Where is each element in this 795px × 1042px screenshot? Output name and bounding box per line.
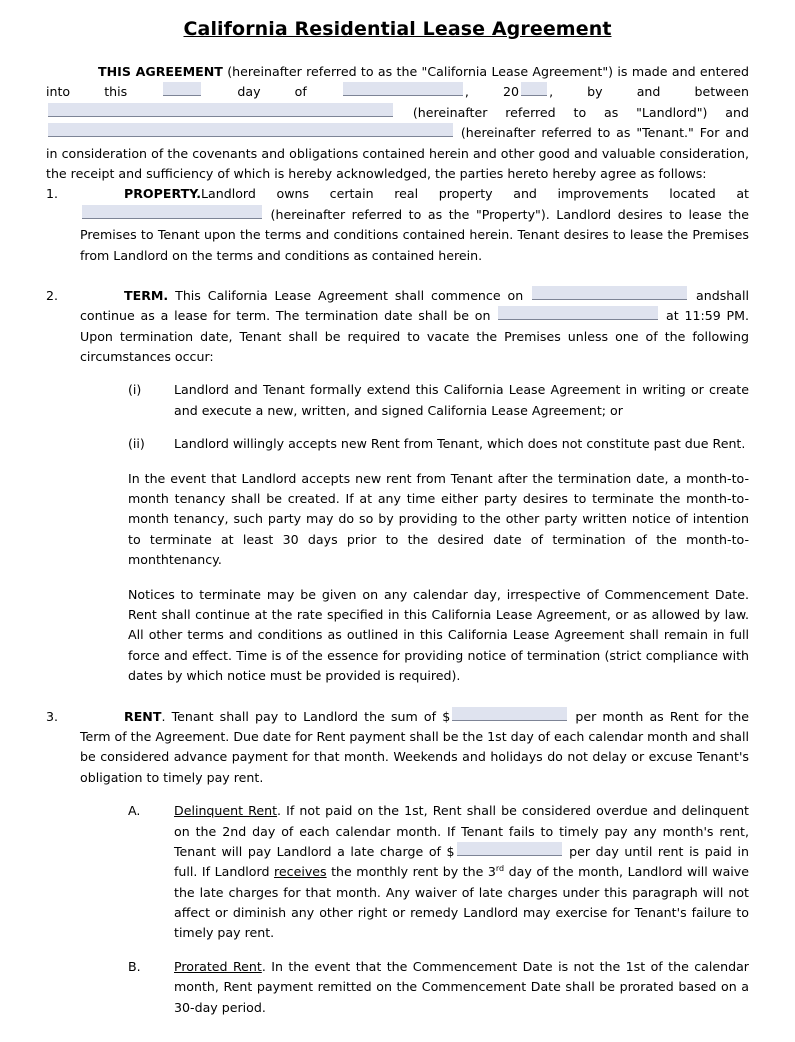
section-rent [46,707,749,1018]
blank-tenant[interactable] [48,123,453,137]
rent-subsection-a-title: Delinquent Rent [174,803,278,819]
section-property [46,184,749,266]
rent-subsection-a-text [174,801,749,944]
property-text-1: Landlord owns certain real property and improvements located at [201,186,749,202]
blank-property-address[interactable] [82,205,262,219]
section-heading-rent: RENT [124,708,162,724]
intro-text-4: , by and between [549,84,749,100]
section-heading-property: PROPERTY. [124,186,202,202]
delinquent-receives: receives [274,864,327,880]
rent-subsection-prorated [80,957,749,1018]
intro-lead: THIS AGREEMENT [98,64,223,79]
blank-termination-date[interactable] [498,306,658,320]
delinquent-text-5: day of the month, Landlord will waive the late charges for that month. Any waiver of late charges under this paragraph will not affect or diminish any other right or remedy Landlord may exercise for Tenant's failure to timely pay rent. [174,864,749,941]
term-clause-ii-marker: (ii) [128,436,145,452]
intro-text-3: , 20 [464,84,520,100]
term-clause-i-marker: (i) [128,382,142,398]
intro-text-6: (hereinafter referred to as "Tenant." For and in consideration of the covenants and obligations contained herein and other good and valuable consideration, the receipt and sufficiency of which is hereby acknowledged, the parties hereto hereby agree as follows: [46,125,749,181]
blank-month[interactable] [343,82,463,96]
delinquent-ordinal: rd [495,864,505,874]
term-text-1: This California Lease Agreement shall commence on [168,287,531,303]
term-text-2: andshall continue as a lease for term. The termination date shall be on [80,287,749,324]
term-paragraph-1: In the event that Landlord accepts new rent from Tenant after the termination date, a month-to-month tenancy shall be created. If at any time either party desires to terminate the month-to-month tenancy, such party may do so by providing to the other party written notice of intention to terminate at least 30 days prior to the desired date of termination of the month-to-monthtenancy. [128,470,749,568]
intro-paragraph [46,62,749,184]
intro-text-5: (hereinafter referred to as "Landlord") and [395,104,749,120]
term-clause-i [80,380,749,421]
prorated-text-1: . In the event that the Commencement Date is not the 1st of the calendar month, Rent payment remitted on the Commencement Date shall be prorated based on a 30-day period. [174,958,749,1015]
rent-subsection-delinquent [80,801,749,944]
rent-subsection-b-text [174,957,749,1018]
blank-commencement-date[interactable] [532,286,687,300]
page-title: California Residential Lease Agreement [183,18,612,40]
blank-landlord[interactable] [48,103,393,117]
rent-text-1: . Tenant shall pay to Landlord the sum of $ [161,708,451,724]
property-text-2: (hereinafter referred to as the "Property"). Landlord desires to lease the Premises to Tenant upon the terms and conditions contained herein. Tenant desires to lease the Premises from Landlord on the terms and conditions as contained herein. [80,206,749,263]
term-clause-ii [80,434,749,454]
term-paragraph-2: Notices to terminate may be given on any calendar day, irrespective of Commencement Date. Rent shall continue at the rate specified in this California Lease Agreement, or as allowed by law. All other terms and conditions as outlined in this California Lease Agreement shall remain in full force and effect. Time is of the essence for providing notice of termination (strict compliance with dates by which notice must be provided is required). [128,586,749,684]
term-clause-ii-text: Landlord willingly accepts new Rent from Tenant, which does not constitute past due Rent. [174,436,746,452]
section-number-2: 2. [46,287,59,303]
rent-subsection-b-letter: B. [128,958,141,974]
section-heading-term: TERM. [124,287,169,303]
blank-day[interactable] [163,82,201,96]
blank-late-charge[interactable] [457,842,562,856]
intro-text-2: day of [203,84,341,100]
document-body [0,62,795,1018]
term-clause-i-text: Landlord and Tenant formally extend this California Lease Agreement in writing or create and execute a new, written, and signed California Lease Agreement; or [174,382,749,418]
document-page [0,18,795,1042]
delinquent-text-2: per day until rent is paid in full. If Landlord [174,843,749,880]
delinquent-text-1: . If not paid on the 1st, Rent shall be considered overdue and delinquent on the 2nd day of each calendar month. If Tenant fails to timely pay any month's rent, Tenant will pay Landlord a late charge of $ [174,803,749,859]
rent-subsection-a-letter: A. [128,803,141,819]
term-text-3: at 11:59 PM. Upon termination date, Tenant shall be required to vacate the Premises unless one of the following circumstances occur: [80,308,749,365]
rent-subsection-b-title: Prorated Rent [174,958,262,974]
section-term-text [80,286,749,368]
section-number-1: 1. [46,186,59,202]
delinquent-text-4: the monthly rent by the 3 [326,864,496,880]
blank-year[interactable] [521,82,547,96]
intro-text-1: (hereinafter referred to as the "California Lease Agreement") is made and entered into this [46,64,749,100]
rent-text-2: per month as Rent for the Term of the Agreement. Due date for Rent payment shall be the 1st day of each calendar month and shall be considered advance payment for that month. Weekends and holidays do not delay or excuse Tenant's obligation to timely pay rent. [80,708,749,785]
section-rent-text [80,707,749,789]
section-term [46,286,749,687]
section-number-3: 3. [46,708,59,724]
section-property-text [80,184,749,266]
blank-monthly-rent[interactable] [452,707,567,721]
